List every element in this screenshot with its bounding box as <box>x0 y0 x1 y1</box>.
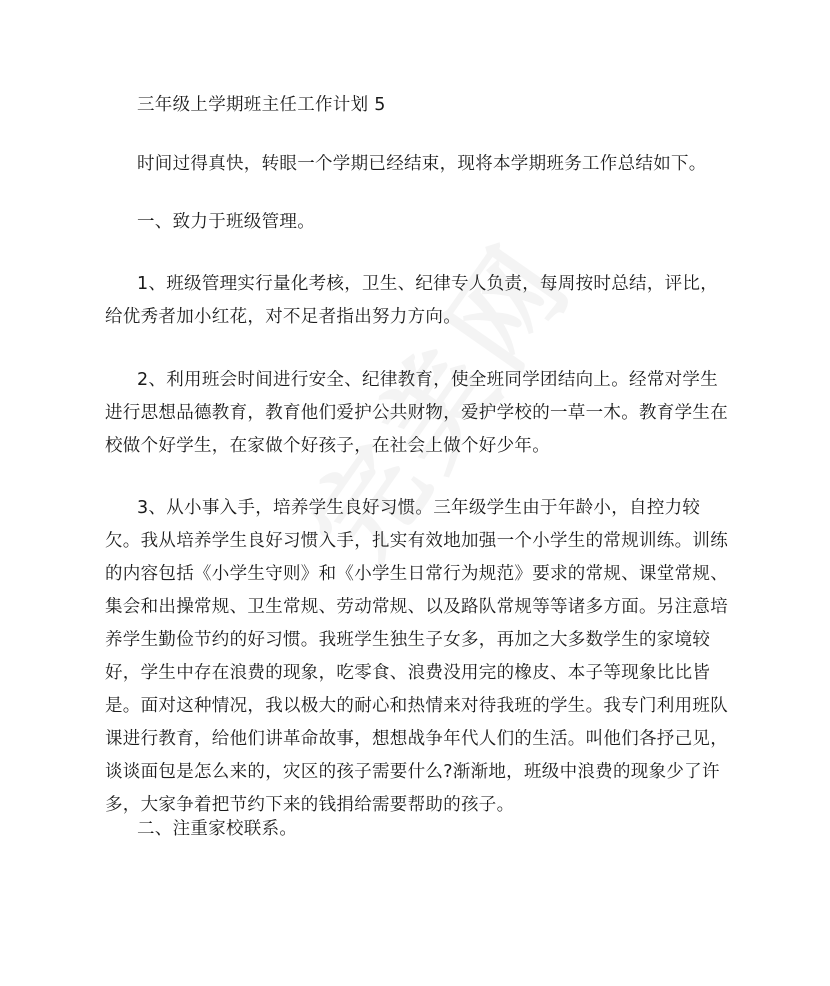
paragraph-1: 1、班级管理实行量化考核，卫生、纪律专人负责，每周按时总结，评比，给优秀者加小红花，对不足者指出努力方向。 <box>105 274 719 327</box>
document-title: 三年级上学期班主任工作计划 5 <box>137 95 386 115</box>
intro-paragraph: 时间过得真快，转眼一个学期已经结束，现将本学期班务工作总结如下。 <box>137 154 707 174</box>
paragraph-2: 2、利用班会时间进行安全、纪律教育，使全班同学团结向上。经常对学生进行思想品德教育，教育他们爱护公共财物，爱护学校的一草一木。教育学生在校做个好学生，在家做个好孩子，在社会上做个好少年。 <box>105 370 728 456</box>
section-heading-1: 一、致力于班级管理。 <box>137 212 315 232</box>
section-heading-2: 二、注重家校联系。 <box>137 819 298 839</box>
paragraph-3: 3、从小事入手，培养学生良好习惯。三年级学生由于年龄小，自控力较欠。我从培养学生良好习惯入手，扎实有效地加强一个小学生的常规训练。训练的内容包括《小学生守则》和《小学生日常行为规范》要求的常规、课堂常规、集会和出操常规、卫生常规、劳动常规、以及路队常规等等诸多方面。另注意培养学生勤俭节约的好习惯。我班学生独生子女多，再加之大多数学生的家境较好，学生中存在浪费的现象，吃零食、浪费没用完的橡皮、本子等现象比比皆是。面对这种情况，我以极大的耐心和热情来对待我班的学生。我专门利用班队课进行教育，给他们讲革命故事，想想战争年代人们的生活。叫他们各抒己见，谈谈面包是怎么来的，灾区的孩子需要什么?渐渐地，班级中浪费的现象少了许多，大家争着把节约下来的钱捐给需要帮助的孩子。 <box>105 498 728 815</box>
